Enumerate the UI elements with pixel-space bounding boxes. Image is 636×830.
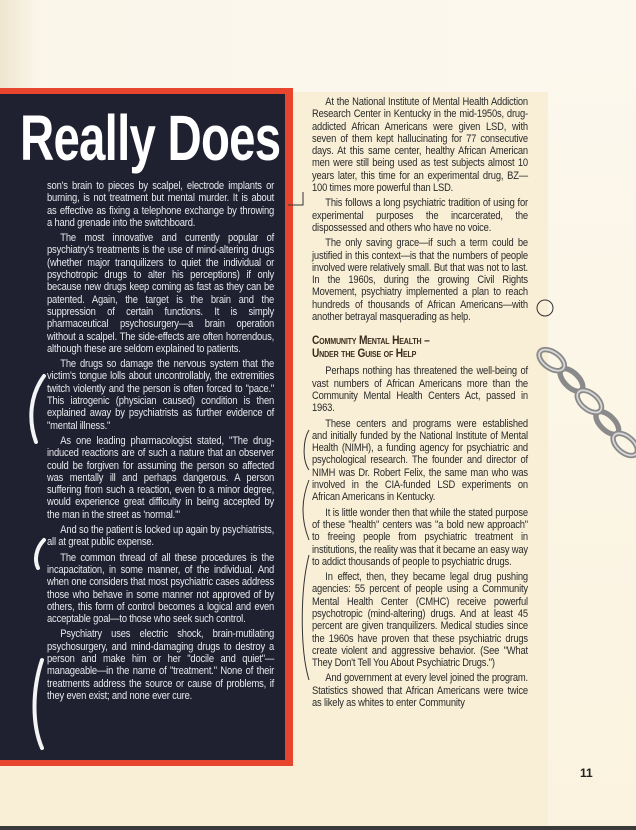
paragraph: These centers and programs were established and initially funded by the National Institute of Mental Health (NIMH), a funding agency for psychiatric and psychological research. The founder and director of NIMH was Dr. Robert Felix, the same man who was involved in the CIA-funded LSD experiments on African Americans in Kentucky.: [312, 417, 528, 504]
paragraph: And so the patient is locked up again by psychiatrists, all at great public expense.: [47, 524, 275, 549]
paragraph: Perhaps nothing has threatened the well-being of vast numbers of African Americans more than the Community Mental Health Centers Act, passed in 1963.: [312, 365, 528, 415]
scan-edge: [0, 826, 636, 830]
page-number: 11: [580, 766, 593, 780]
sidebar-panel: [0, 88, 293, 766]
sidebar-panel-inner: [0, 94, 285, 760]
section-heading: [312, 335, 528, 361]
section-heading-line1: Community Mental Health –: [312, 335, 430, 348]
paragraph: Psychiatry uses electric shock, brain-mutilating psychosurgery, and mind-damaging drugs to destroy a person and make him or her "docile and quiet"—manageable—in the name of "treatment." None of their treatments address the source or cause of problems, if they even exist; and none ever cure.: [47, 628, 275, 702]
page-title: Really Does: [20, 102, 281, 174]
paragraph: The drugs so damage the nervous system that the victim's tongue lolls about uncontrollably, the extremities twitch violently and the person is often forced to "pace." This iatrogenic (physician caused) condition is then explained away by psychiatrists as further evidence of "mental illness.": [47, 358, 275, 432]
paragraph: And government at every level joined the program. Statistics showed that African Americans were twice as likely as whites to enter Community: [312, 672, 528, 710]
left-column: [47, 180, 274, 702]
right-column: [312, 96, 528, 712]
paragraph: The most innovative and currently popular of psychiatry's treatments is the use of mind-altering drugs (whether major tranquilizers to quiet the individual or psychotropic drugs to alter his perceptions) if only because new drugs keep coming as fast as they can be patented. Again, the target is the brain and the suppression of certain functions. It is simply pharmaceutical psychosurgery—a brain operation without a scalpel. The side-effects are often horrendous, although these are seldom explained to patients.: [47, 232, 275, 355]
paragraph: The common thread of all these procedures is the incapacitation, in some manner, of the individual. And when one considers that most psychiatric cases address those who behave in some manner not approved of by others, this form of control becomes a logical and even acceptable goal—to those who seek such control.: [47, 551, 275, 626]
paragraph: This follows a long psychiatric tradition of using for experimental purposes the incarcerated, the dispossessed and others who have no voice.: [312, 197, 528, 234]
paragraph: In effect, then, they became legal drug pushing agencies: 55 percent of people using a Community Mental Health Center (CMHC) receive powerful psychotropic (mind-altering) drugs. And at least 45 percent are given tranquilizers. Medical studies since the 1960s have proven that these psychiatric drugs create violent and aggressive behavior. (See "What They Don't Tell You About Psychiatric Drugs."): [312, 571, 528, 670]
paragraph: It is little wonder then that while the stated purpose of these "health" centers was "a bold new approach" to freeing people from psychiatric treatment in institutions, the reality was that it became an easy way to addict thousands of people to psychiatric drugs.: [312, 506, 528, 568]
paragraph: The only saving grace—if such a term could be justified in this context—is that the numbers of people involved were relatively small. But that was not to last. In the 1960s, during the growing Civil Rights Movement, psychiatry implemented a plan to reach hundreds of thousands of African Americans—with another betrayal masquerading as help.: [312, 237, 528, 324]
section-heading-line2: Under the Guise of Help: [312, 348, 417, 361]
page-top-margin: [0, 0, 636, 92]
paragraph: As one leading pharmacologist stated, "The drug-induced reactions are of such a nature that an observer could be forgiven for assuming the person so affected was mentally ill and perhaps dangerous. A person suffering from such a reaction, even to a minor degree, would experience great difficulty in being accepted by the man in the street as 'normal.'": [47, 434, 275, 521]
paragraph: son's brain to pieces by scalpel, electrode implants or burning, is not treatment but mental murder. It is about as effective as fixing a telephone exchange by throwing a hand grenade into the switchboard.: [47, 180, 275, 229]
paragraph: At the National Institute of Mental Health Addiction Research Center in Kentucky in the mid-1950s, drug-addicted African Americans were given LSD, with seven of them kept hallucinating for 77 consecutive days. At this same center, healthy African American men were still being used as test subjects almost 10 years later, this time for an experimental drug, BZ—100 times more powerful than LSD.: [312, 96, 528, 195]
chain-image: [532, 335, 636, 475]
